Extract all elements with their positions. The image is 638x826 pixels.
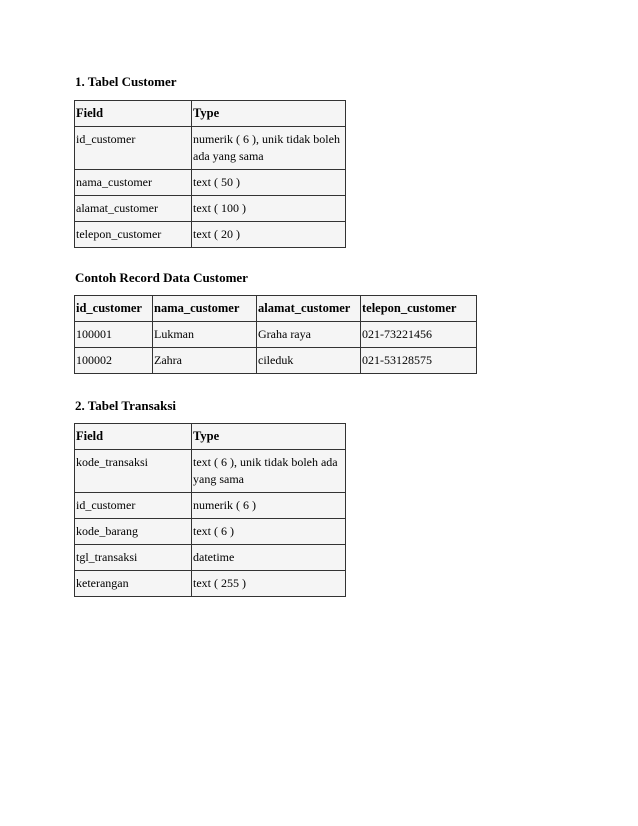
- table-cell: Graha raya: [257, 322, 361, 348]
- table-cell: 100001: [75, 322, 153, 348]
- table-row: [75, 519, 346, 545]
- table-row: [75, 450, 346, 493]
- table-cell: numerik ( 6 ): [192, 493, 346, 519]
- table-cell: cileduk: [257, 348, 361, 374]
- table-cell: kode_transaksi: [75, 450, 192, 493]
- table-cell: 021-53128575: [361, 348, 477, 374]
- header-cell: alamat_customer: [257, 296, 361, 322]
- table-row: [75, 545, 346, 571]
- transaksi-table: [74, 423, 346, 597]
- table-row: [75, 322, 477, 348]
- table-cell: text ( 20 ): [192, 222, 346, 248]
- customer-table-title: 1. Tabel Customer: [75, 74, 177, 89]
- record-table: [74, 295, 477, 374]
- table-row: [75, 493, 346, 519]
- table-row: [75, 571, 346, 597]
- table-cell: nama_customer: [75, 170, 192, 196]
- table-cell: tgl_transaksi: [75, 545, 192, 571]
- table-cell: text ( 255 ): [192, 571, 346, 597]
- record-table-title: Contoh Record Data Customer: [75, 270, 248, 285]
- table-row: [75, 196, 346, 222]
- header-cell: telepon_customer: [361, 296, 477, 322]
- table-cell: 100002: [75, 348, 153, 374]
- table-cell: id_customer: [75, 493, 192, 519]
- table-row: [75, 170, 346, 196]
- table-cell: alamat_customer: [75, 196, 192, 222]
- transaksi-table-title: 2. Tabel Transaksi: [75, 398, 177, 413]
- table-cell: Lukman: [153, 322, 257, 348]
- table-header-row: [75, 101, 346, 127]
- customer-table: [74, 100, 346, 248]
- table-cell: keterangan: [75, 571, 192, 597]
- table-header-row: [75, 424, 346, 450]
- header-cell: Type: [192, 101, 346, 127]
- header-cell: id_customer: [75, 296, 153, 322]
- table-row: [75, 222, 346, 248]
- table-row: [75, 348, 477, 374]
- table-cell: datetime: [192, 545, 346, 571]
- table-cell: text ( 50 ): [192, 170, 346, 196]
- table-cell: text ( 6 ), unik tidak boleh ada yang sama: [192, 450, 346, 493]
- table-cell: text ( 6 ): [192, 519, 346, 545]
- table-cell: id_customer: [75, 127, 192, 170]
- table-header-row: [75, 296, 477, 322]
- table-row: [75, 127, 346, 170]
- table-cell: kode_barang: [75, 519, 192, 545]
- table-cell: text ( 100 ): [192, 196, 346, 222]
- header-cell: nama_customer: [153, 296, 257, 322]
- table-cell: numerik ( 6 ), unik tidak boleh ada yang sama: [192, 127, 346, 170]
- header-cell: Field: [75, 101, 192, 127]
- header-cell: Field: [75, 424, 192, 450]
- header-cell: Type: [192, 424, 346, 450]
- table-cell: telepon_customer: [75, 222, 192, 248]
- table-cell: 021-73221456: [361, 322, 477, 348]
- table-cell: Zahra: [153, 348, 257, 374]
